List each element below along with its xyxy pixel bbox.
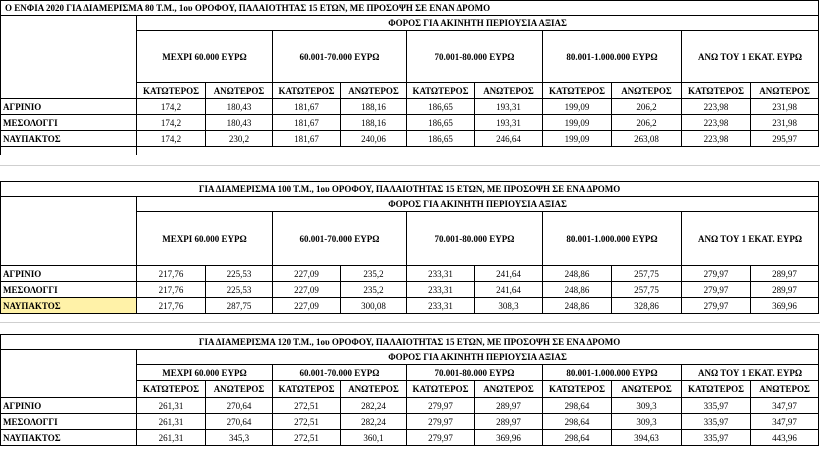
divider xyxy=(0,165,820,166)
value-cell: 360,1 xyxy=(341,430,407,446)
range-header: 80.001-1.000.000 ΕΥΡΩ xyxy=(543,212,682,266)
value-cell: 248,86 xyxy=(543,298,612,314)
row-spacer xyxy=(137,147,819,155)
value-cell: 186,65 xyxy=(407,131,475,147)
value-cell: 261,31 xyxy=(137,414,206,430)
max-header: ΑΝΩΤΕΡΟΣ xyxy=(341,83,407,99)
max-header: ΑΝΩΤΕΡΟΣ xyxy=(475,83,543,99)
city-name: ΝΑΥΠΑΚΤΟΣ xyxy=(1,298,137,314)
table-row xyxy=(1,282,819,298)
value-cell: 199,09 xyxy=(543,131,612,147)
max-header: ΑΝΩΤΕΡΟΣ xyxy=(612,83,682,99)
value-cell: 217,76 xyxy=(137,298,206,314)
value-cell: 279,97 xyxy=(682,298,751,314)
value-cell: 240,06 xyxy=(341,131,407,147)
value-cell: 335,97 xyxy=(682,398,751,414)
value-cell: 223,98 xyxy=(682,115,751,131)
range-header: 80.001-1.000.000 ΕΥΡΩ xyxy=(543,365,682,381)
value-cell: 279,97 xyxy=(682,282,751,298)
divider xyxy=(0,322,820,323)
min-header: ΚΑΤΩΤΕΡΟΣ xyxy=(682,83,751,99)
value-cell: 347,97 xyxy=(751,414,819,430)
value-cell: 298,64 xyxy=(543,398,612,414)
max-header: ΑΝΩΤΕΡΟΣ xyxy=(612,381,682,398)
value-cell: 223,98 xyxy=(682,131,751,147)
min-header: ΚΑΤΩΤΕΡΟΣ xyxy=(407,381,475,398)
value-cell: 347,97 xyxy=(751,398,819,414)
enfia-table-80sqm xyxy=(0,0,819,155)
value-cell: 289,97 xyxy=(751,282,819,298)
table-row xyxy=(1,298,819,314)
value-cell: 174,2 xyxy=(137,115,206,131)
value-cell: 298,64 xyxy=(543,414,612,430)
value-cell: 287,75 xyxy=(206,298,273,314)
value-cell: 235,2 xyxy=(341,266,407,282)
value-cell: 181,67 xyxy=(273,115,341,131)
range-header: 70.001-80.000 ΕΥΡΩ xyxy=(407,212,543,266)
max-header: ΑΝΩΤΕΡΟΣ xyxy=(206,83,273,99)
value-cell: 328,86 xyxy=(612,298,682,314)
range-header: ΑΝΩ ΤΟΥ 1 ΕΚΑΤ. ΕΥΡΩ xyxy=(682,31,819,83)
value-cell: 246,64 xyxy=(475,131,543,147)
range-header: ΑΝΩ ΤΟΥ 1 ΕΚΑΤ. ΕΥΡΩ xyxy=(682,212,819,266)
value-cell: 261,31 xyxy=(137,430,206,446)
value-cell: 261,31 xyxy=(137,398,206,414)
range-header: 60.001-70.000 ΕΥΡΩ xyxy=(273,212,407,266)
corner-cell xyxy=(1,197,137,266)
value-cell: 248,86 xyxy=(543,266,612,282)
value-cell: 248,86 xyxy=(543,282,612,298)
table-row xyxy=(1,99,819,115)
value-cell: 309,3 xyxy=(612,398,682,414)
range-header: ΑΝΩ ΤΟΥ 1 ΕΚΑΤ. ΕΥΡΩ xyxy=(682,365,819,381)
value-cell: 231,98 xyxy=(751,115,819,131)
value-cell: 298,64 xyxy=(543,430,612,446)
value-cell: 227,09 xyxy=(273,298,341,314)
value-cell: 272,51 xyxy=(273,430,341,446)
row-spacer xyxy=(1,147,137,155)
value-cell: 263,08 xyxy=(612,131,682,147)
value-cell: 270,64 xyxy=(206,398,273,414)
city-name: ΑΓΡΙΝΙΟ xyxy=(1,99,137,115)
min-header: ΚΑΤΩΤΕΡΟΣ xyxy=(273,83,341,99)
value-cell: 241,64 xyxy=(475,282,543,298)
value-cell: 270,64 xyxy=(206,414,273,430)
city-name: ΝΑΥΠΑΚΤΟΣ xyxy=(1,131,137,147)
value-cell: 272,51 xyxy=(273,398,341,414)
tax-header: ΦΟΡΟΣ ΓΙΑ ΑΚΙΝΗΤΗ ΠΕΡΙΟΥΣΙΑ ΑΞΙΑΣ xyxy=(137,16,819,31)
min-header: ΚΑΤΩΤΕΡΟΣ xyxy=(137,83,206,99)
enfia-table-120sqm xyxy=(0,334,819,446)
value-cell: 227,09 xyxy=(273,282,341,298)
table-row xyxy=(1,266,819,282)
min-header: ΚΑΤΩΤΕΡΟΣ xyxy=(682,381,751,398)
value-cell: 394,63 xyxy=(612,430,682,446)
value-cell: 180,43 xyxy=(206,115,273,131)
value-cell: 233,31 xyxy=(407,298,475,314)
value-cell: 180,43 xyxy=(206,99,273,115)
value-cell: 193,31 xyxy=(475,99,543,115)
table-row xyxy=(1,398,819,414)
value-cell: 225,53 xyxy=(206,282,273,298)
value-cell: 289,97 xyxy=(751,266,819,282)
range-header: 70.001-80.000 ΕΥΡΩ xyxy=(407,31,543,83)
value-cell: 443,96 xyxy=(751,430,819,446)
city-name: ΜΕΣΟΛΟΓΓΙ xyxy=(1,115,137,131)
range-header: 60.001-70.000 ΕΥΡΩ xyxy=(273,365,407,381)
value-cell: 241,64 xyxy=(475,266,543,282)
value-cell: 369,96 xyxy=(475,430,543,446)
range-header: 70.001-80.000 ΕΥΡΩ xyxy=(407,365,543,381)
value-cell: 279,97 xyxy=(407,430,475,446)
table-row xyxy=(1,115,819,131)
value-cell: 174,2 xyxy=(137,99,206,115)
range-header: ΜΕΧΡΙ 60.000 ΕΥΡΩ xyxy=(137,365,273,381)
value-cell: 199,09 xyxy=(543,99,612,115)
max-header: ΑΝΩΤΕΡΟΣ xyxy=(341,381,407,398)
range-header: 60.001-70.000 ΕΥΡΩ xyxy=(273,31,407,83)
value-cell: 279,97 xyxy=(407,398,475,414)
table-row xyxy=(1,430,819,446)
value-cell: 206,2 xyxy=(612,115,682,131)
value-cell: 186,65 xyxy=(407,115,475,131)
value-cell: 223,98 xyxy=(682,99,751,115)
range-header: 80.001-1.000.000 ΕΥΡΩ xyxy=(543,31,682,83)
value-cell: 335,97 xyxy=(682,414,751,430)
value-cell: 193,31 xyxy=(475,115,543,131)
tax-header: ΦΟΡΟΣ ΓΙΑ ΑΚΙΝΗΤΗ ΠΕΡΙΟΥΣΙΑ ΑΞΙΑΣ xyxy=(137,350,819,365)
value-cell: 231,98 xyxy=(751,99,819,115)
value-cell: 174,2 xyxy=(137,131,206,147)
value-cell: 181,67 xyxy=(273,99,341,115)
value-cell: 272,51 xyxy=(273,414,341,430)
section-title: Ο ΕΝΦΙΑ 2020 ΓΙΑ ΔΙΑΜΕΡΙΣΜΑ 80 Τ.Μ., 1ου ΟΡΟΦΟΥ, ΠΑΛΑΙΟΤΗΤΑΣ 15 ΕΤΩΝ, ΜΕ ΠΡΟΣΟΨΗ ΣΕ ΕΝΑΝ ΔΡΟΜΟ xyxy=(1,1,819,16)
city-name: ΜΕΣΟΛΟΓΓΙ xyxy=(1,282,137,298)
value-cell: 279,97 xyxy=(682,266,751,282)
enfia-table-100sqm xyxy=(0,181,819,314)
value-cell: 308,3 xyxy=(475,298,543,314)
value-cell: 230,2 xyxy=(206,131,273,147)
value-cell: 345,3 xyxy=(206,430,273,446)
value-cell: 257,75 xyxy=(612,282,682,298)
min-header: ΚΑΤΩΤΕΡΟΣ xyxy=(543,381,612,398)
value-cell: 309,3 xyxy=(612,414,682,430)
table-row xyxy=(1,131,819,147)
value-cell: 217,76 xyxy=(137,282,206,298)
max-header: ΑΝΩΤΕΡΟΣ xyxy=(475,381,543,398)
value-cell: 217,76 xyxy=(137,266,206,282)
range-header: ΜΕΧΡΙ 60.000 ΕΥΡΩ xyxy=(137,31,273,83)
corner-cell xyxy=(1,16,137,99)
value-cell: 300,08 xyxy=(341,298,407,314)
table-row xyxy=(1,414,819,430)
value-cell: 199,09 xyxy=(543,115,612,131)
max-header: ΑΝΩΤΕΡΟΣ xyxy=(751,83,819,99)
value-cell: 206,2 xyxy=(612,99,682,115)
value-cell: 227,09 xyxy=(273,266,341,282)
value-cell: 181,67 xyxy=(273,131,341,147)
value-cell: 289,97 xyxy=(475,398,543,414)
value-cell: 282,24 xyxy=(341,414,407,430)
range-header: ΜΕΧΡΙ 60.000 ΕΥΡΩ xyxy=(137,212,273,266)
section-title: ΓΙΑ ΔΙΑΜΕΡΙΣΜΑ 120 Τ.Μ., 1ου ΟΡΟΦΟΥ, ΠΑΛΑΙΟΤΗΤΑΣ 15 ΕΤΩΝ, ΜΕ ΠΡΟΣΟΨΗ ΣΕ ΕΝΑ ΔΡΟΜΟ xyxy=(1,335,819,350)
value-cell: 233,31 xyxy=(407,282,475,298)
value-cell: 188,16 xyxy=(341,99,407,115)
value-cell: 186,65 xyxy=(407,99,475,115)
city-name: ΑΓΡΙΝΙΟ xyxy=(1,266,137,282)
max-header: ΑΝΩΤΕΡΟΣ xyxy=(751,381,819,398)
value-cell: 282,24 xyxy=(341,398,407,414)
city-name: ΜΕΣΟΛΟΓΓΙ xyxy=(1,414,137,430)
min-header: ΚΑΤΩΤΕΡΟΣ xyxy=(273,381,341,398)
value-cell: 289,97 xyxy=(475,414,543,430)
value-cell: 279,97 xyxy=(407,414,475,430)
value-cell: 235,2 xyxy=(341,282,407,298)
value-cell: 188,16 xyxy=(341,115,407,131)
max-header: ΑΝΩΤΕΡΟΣ xyxy=(206,381,273,398)
value-cell: 335,97 xyxy=(682,430,751,446)
section-title: ΓΙΑ ΔΙΑΜΕΡΙΣΜΑ 100 Τ.Μ., 1ου ΟΡΟΦΟΥ, ΠΑΛΑΙΟΤΗΤΑΣ 15 ΕΤΩΝ, ΜΕ ΠΡΟΣΟΨΗ ΣΕ ΕΝΑ ΔΡΟΜΟ xyxy=(1,182,819,197)
value-cell: 369,96 xyxy=(751,298,819,314)
city-name: ΝΑΥΠΑΚΤΟΣ xyxy=(1,430,137,446)
value-cell: 225,53 xyxy=(206,266,273,282)
city-name: ΑΓΡΙΝΙΟ xyxy=(1,398,137,414)
corner-cell xyxy=(1,350,137,398)
value-cell: 257,75 xyxy=(612,266,682,282)
value-cell: 295,97 xyxy=(751,131,819,147)
value-cell: 233,31 xyxy=(407,266,475,282)
min-header: ΚΑΤΩΤΕΡΟΣ xyxy=(543,83,612,99)
tax-header: ΦΟΡΟΣ ΓΙΑ ΑΚΙΝΗΤΗ ΠΕΡΙΟΥΣΙΑ ΑΞΙΑΣ xyxy=(137,197,819,212)
min-header: ΚΑΤΩΤΕΡΟΣ xyxy=(407,83,475,99)
min-header: ΚΑΤΩΤΕΡΟΣ xyxy=(137,381,206,398)
